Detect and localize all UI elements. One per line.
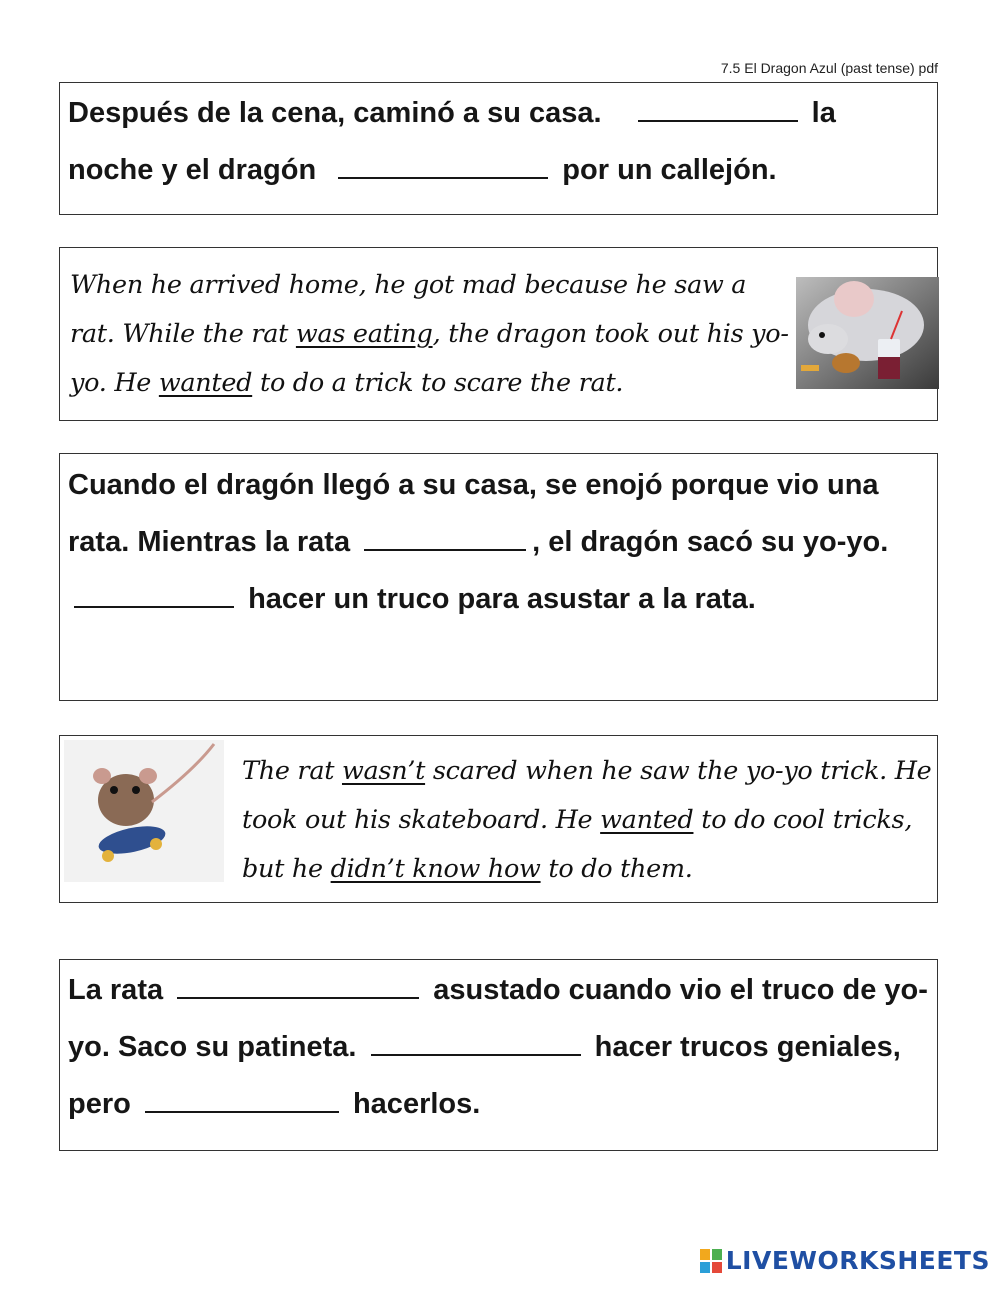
- passage-text: , el dragón sacó su yo-yo.: [532, 526, 889, 558]
- spanish-passage-1: [59, 82, 938, 215]
- spanish-passage-2: [59, 453, 938, 701]
- passage-text: hacer un truco para asustar a la rata.: [248, 583, 756, 615]
- english-text: The rat wasn’t scared when he saw the yo-yo trick. He took out his skateboard. He wanted to do cool tricks, but he didn’t know how to do them.: [242, 756, 932, 884]
- passage-text: asustado cuando vio el truco de yo-yo. Saco su patineta.: [68, 974, 928, 1063]
- underlined-phrase: wasn’t: [341, 756, 426, 786]
- underlined-phrase: wanted: [600, 805, 694, 835]
- answer-blank-2[interactable]: [338, 155, 548, 179]
- passage-text: Después de la cena, caminó a su casa.: [68, 97, 602, 129]
- english-text: When he arrived home, he got mad because he saw a rat. While the rat was eating, the dragon took out his yo-yo. He wanted to do a trick to scare the rat.: [70, 270, 789, 398]
- answer-blank-6[interactable]: [371, 1032, 581, 1056]
- spanish-passage-3: [59, 959, 938, 1151]
- underlined-phrase: didn’t know how: [330, 854, 541, 884]
- english-passage-1: [59, 247, 938, 421]
- document-title: 7.5 El Dragon Azul (past tense) pdf: [720, 60, 938, 76]
- passage-text: por un callejón.: [562, 154, 777, 186]
- passage-text: Cuando el dragón llegó a su casa, se enojó porque vio una rata. Mientras la rata: [68, 469, 879, 558]
- english-passage-2: [59, 735, 938, 903]
- brand-name: LIVEWORKSHEETS: [725, 1246, 990, 1275]
- answer-blank-5[interactable]: [177, 975, 419, 999]
- passage-text: La rata: [68, 974, 164, 1006]
- rat-skateboard-photo-icon: [64, 740, 224, 882]
- answer-blank-3[interactable]: [364, 527, 526, 551]
- liveworksheets-brand: [700, 1246, 990, 1275]
- answer-blank-4[interactable]: [74, 584, 234, 608]
- answer-blank-7[interactable]: [145, 1089, 339, 1113]
- passage-text: la noche y el dragón: [68, 97, 836, 186]
- underlined-phrase: wanted: [158, 368, 253, 398]
- answer-blank-1[interactable]: [638, 98, 798, 122]
- passage-text: hacer trucos geniales, pero: [68, 1031, 901, 1120]
- passage-text: hacerlos.: [352, 1088, 481, 1120]
- underlined-phrase: was eating: [295, 319, 433, 349]
- liveworksheets-logo-icon: [700, 1249, 722, 1273]
- rat-eating-photo-icon: [796, 277, 939, 389]
